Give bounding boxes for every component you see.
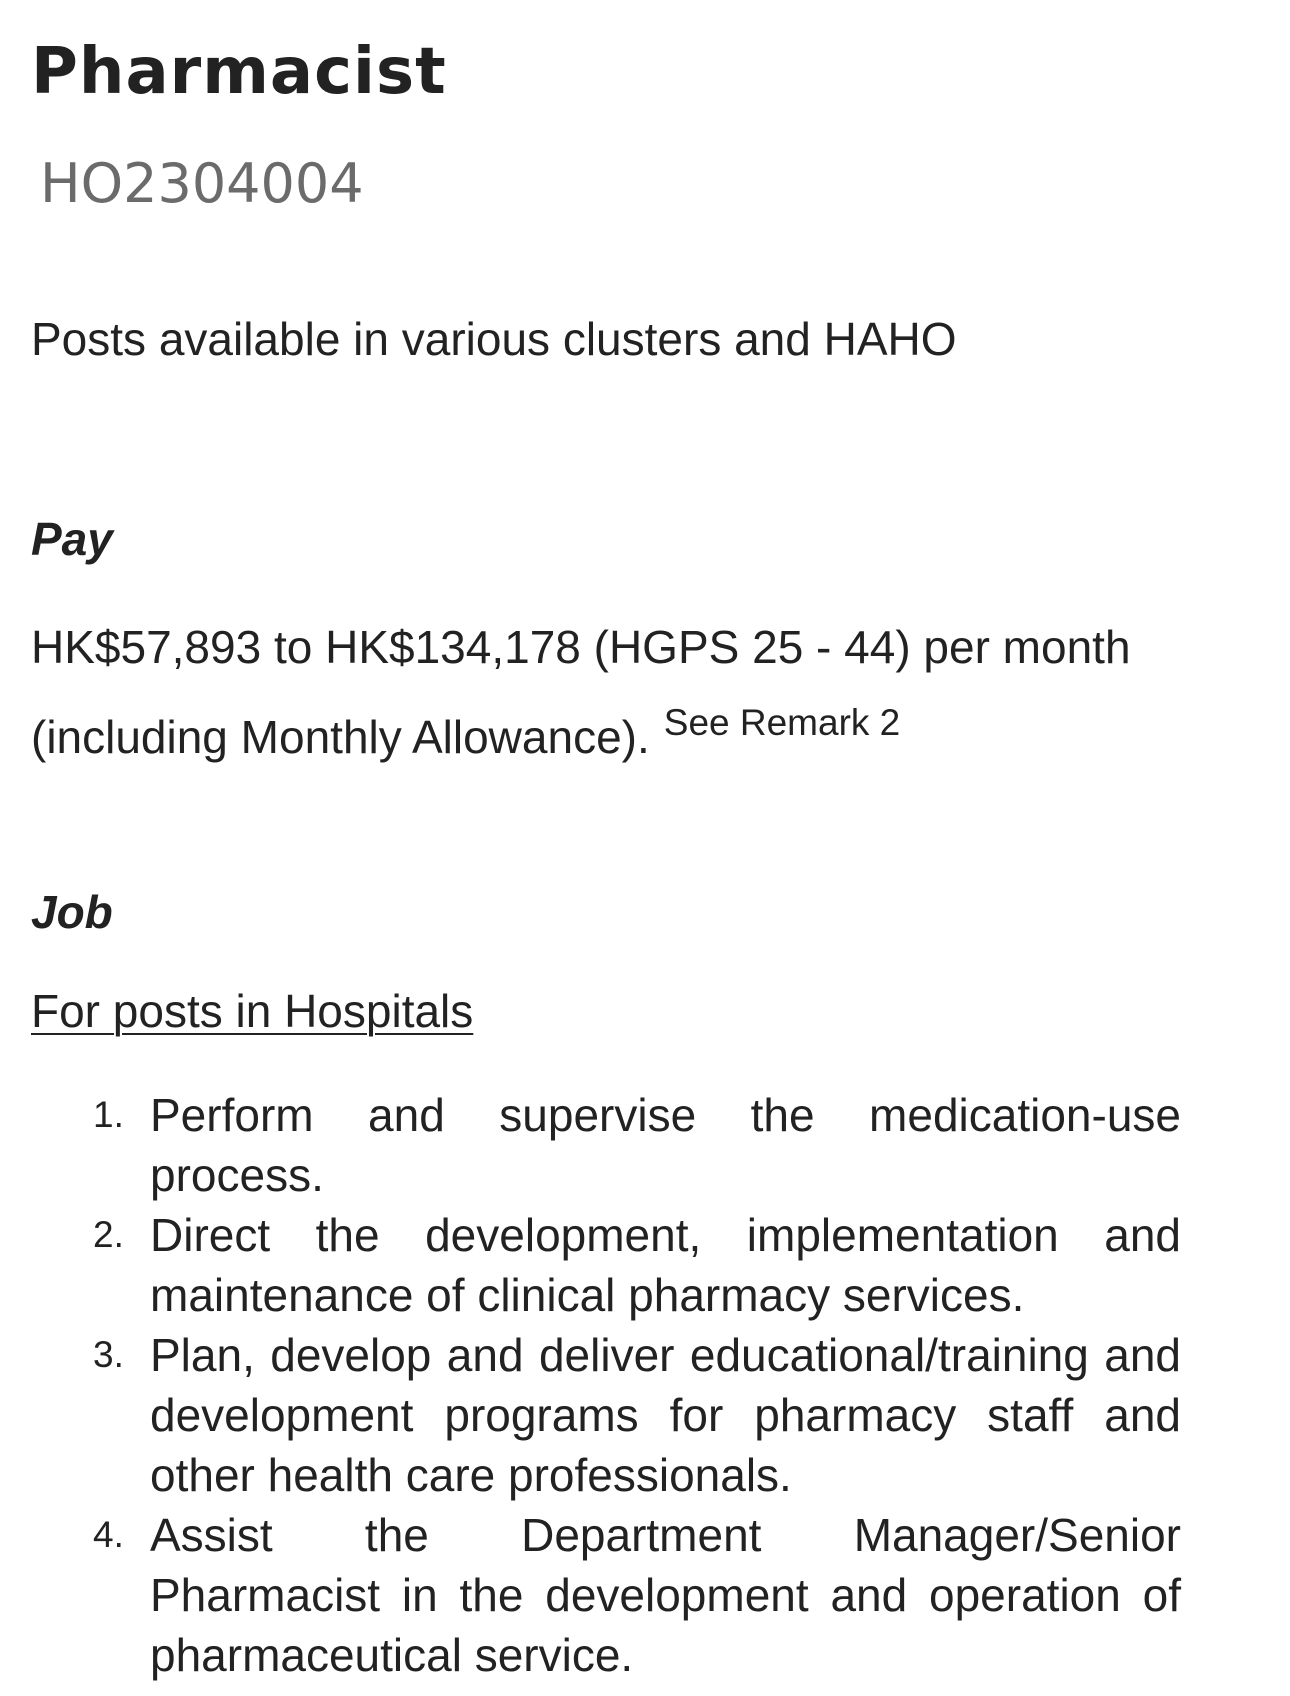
duty-number: 1. bbox=[93, 1094, 124, 1135]
job-reference-number: HO2304004 bbox=[40, 152, 364, 215]
pay-range: HK$57,893 to HK$134,178 (HGPS 25 - 44) per month bbox=[31, 621, 1131, 673]
post-location: Posts available in various clusters and HAHO bbox=[31, 313, 957, 365]
duty-item bbox=[31, 1325, 1181, 1505]
pay-allowance-note: (including Monthly Allowance). bbox=[31, 711, 650, 763]
duty-number: 3. bbox=[93, 1334, 124, 1375]
duty-number: 4. bbox=[93, 1514, 124, 1555]
pay-remark-reference: See Remark 2 bbox=[663, 702, 901, 743]
hospital-posts-subheading: For posts in Hospitals bbox=[31, 985, 474, 1037]
duty-text: Perform and supervise the medication-use process. bbox=[150, 1089, 1181, 1201]
pay-heading: Pay bbox=[31, 513, 113, 565]
pay-description bbox=[31, 609, 1181, 775]
duty-item bbox=[31, 1085, 1181, 1205]
duty-text: Direct the development, implementation and maintenance of clinical pharmacy services. bbox=[150, 1209, 1181, 1321]
job-title: Pharmacist bbox=[31, 35, 447, 109]
duty-item bbox=[31, 1505, 1181, 1685]
duty-text: Plan, develop and deliver educational/training and development programs for pharmacy staff and other health care professionals. bbox=[150, 1329, 1181, 1501]
duty-number: 2. bbox=[93, 1214, 124, 1255]
duty-item bbox=[31, 1205, 1181, 1325]
duty-text: Assist the Department Manager/Senior Pharmacist in the development and operation of pharmaceutical service. bbox=[150, 1509, 1181, 1681]
job-heading: Job bbox=[31, 886, 113, 938]
duties-list bbox=[31, 1085, 1181, 1685]
